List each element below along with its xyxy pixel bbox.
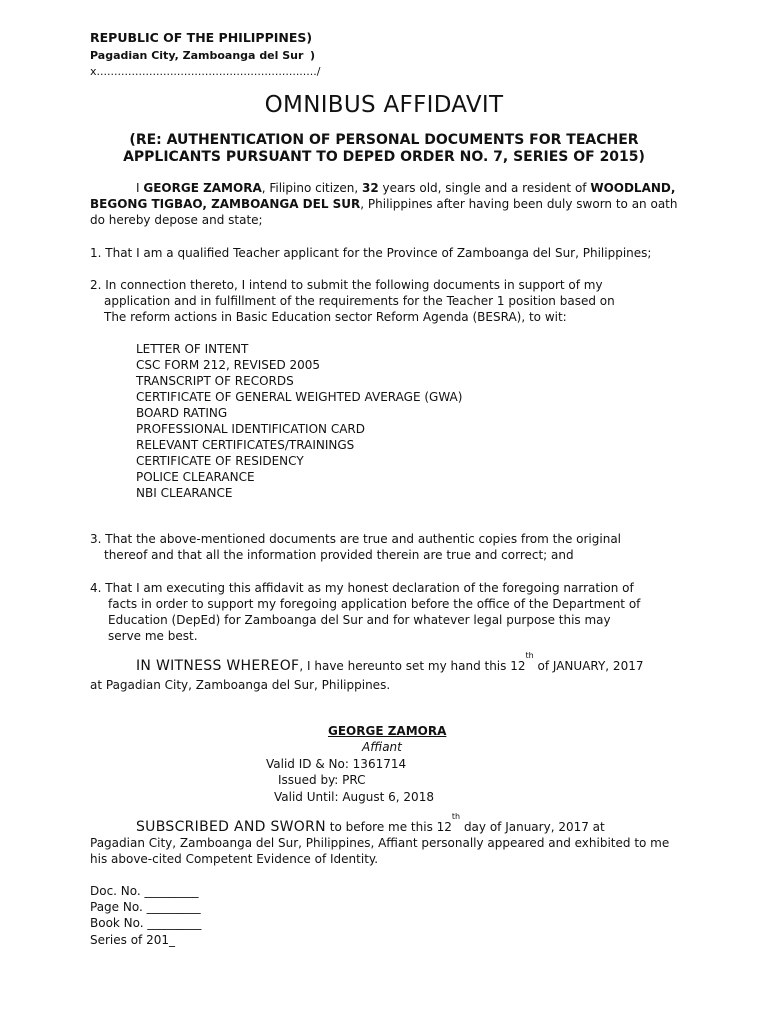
statement-2-line2: application and in fulfillment of the requirements for the Teacher 1 position based on	[104, 294, 615, 308]
notarial-doc-no: Doc. No. _________	[90, 884, 199, 898]
affiant-residence: WOODLAND,	[590, 181, 676, 195]
statement-3-line1: 3. That the above-mentioned documents are true and authentic copies from the original	[90, 532, 621, 546]
id-issuer: Issued by: PRC	[278, 773, 366, 787]
document-item: CERTIFICATE OF RESIDENCY	[136, 454, 304, 468]
statement-4-line2: facts in order to support my foregoing application before the office of the Department of	[108, 597, 641, 611]
intro-text: I	[136, 181, 144, 195]
statement-2-line3: The reform actions in Basic Education sector Reform Agenda (BESRA), to wit:	[104, 310, 567, 324]
statement-4-line1: 4. That I am executing this affidavit as my honest declaration of the foregoing narration of	[90, 581, 634, 595]
document-item: CERTIFICATE OF GENERAL WEIGHTED AVERAGE (GWA)	[136, 390, 463, 404]
affiant-name-inline: GEORGE ZAMORA	[143, 181, 262, 195]
witness-heading: IN WITNESS WHEREOF	[136, 658, 300, 674]
intro-text: , Philippines after having been duly sworn to an oath	[360, 197, 678, 211]
witness-line1	[136, 651, 644, 674]
witness-text: , I have hereunto set my hand this 12	[299, 659, 526, 673]
affiant-residence: BEGONG TIGBAO, ZAMBOANGA DEL SUR	[90, 197, 361, 211]
document-title: OMNIBUS AFFIDAVIT	[264, 92, 504, 118]
witness-ordinal: th	[525, 651, 534, 660]
document-item: PROFESSIONAL IDENTIFICATION CARD	[136, 422, 365, 436]
witness-text: of JANUARY, 2017	[533, 659, 644, 673]
document-item: TRANSCRIPT OF RECORDS	[136, 374, 294, 388]
intro-text: years old, single and a resident of	[378, 181, 591, 195]
notarial-page-no: Page No. _________	[90, 900, 201, 914]
sworn-text: to before me this 12	[325, 820, 452, 834]
sworn-ordinal: th	[451, 812, 461, 821]
sworn-heading: SUBSCRIBED AND SWORN	[136, 819, 326, 835]
statement-4-line3: Education (DepEd) for Zamboanga del Sur and for whatever legal purpose this may	[108, 613, 611, 627]
valid-id: Valid ID & No: 1361714	[266, 757, 407, 771]
affiant-age: 32	[362, 181, 379, 195]
document-item: CSC FORM 212, REVISED 2005	[136, 358, 321, 372]
document-subtitle-line1: (RE: AUTHENTICATION OF PERSONAL DOCUMENTS FOR TEACHER	[129, 132, 639, 148]
statement-3-line2: thereof and that all the information provided therein are true and correct; and	[104, 548, 574, 562]
statement-4-line4: serve me best.	[108, 629, 198, 643]
affiant-role: Affiant	[362, 740, 402, 754]
document-subtitle-line2: APPLICANTS PURSUANT TO DEPED ORDER NO. 7, SERIES OF 2015)	[123, 149, 645, 165]
sworn-text: day of January, 2017 at	[460, 820, 605, 834]
header-city	[90, 48, 316, 64]
sworn-line2: Pagadian City, Zamboanga del Sur, Philippines, Affiant personally appeared and exhibited to me	[90, 836, 670, 850]
id-valid-until: Valid Until: August 6, 2018	[274, 790, 434, 804]
document-item: NBI CLEARANCE	[136, 486, 233, 500]
intro-line3: do hereby depose and state;	[90, 213, 263, 227]
document-item: RELEVANT CERTIFICATES/TRAININGS	[136, 438, 355, 452]
header-caption-line: x.............................................................../	[90, 65, 321, 78]
notarial-book-no: Book No. _________	[90, 916, 202, 930]
statement-2-line1: 2. In connection thereto, I intend to submit the following documents in support of my	[90, 278, 603, 292]
sworn-line1	[136, 812, 605, 835]
document-item: LETTER OF INTENT	[136, 342, 249, 356]
document-item: BOARD RATING	[136, 406, 228, 420]
intro-line1	[136, 180, 675, 196]
sworn-line3: his above-cited Competent Evidence of Identity.	[90, 852, 379, 866]
statement-1: 1. That I am a qualified Teacher applicant for the Province of Zamboanga del Sur, Philippines;	[90, 246, 652, 260]
witness-line2: at Pagadian City, Zamboanga del Sur, Philippines.	[90, 678, 391, 692]
header-republic: REPUBLIC OF THE PHILIPPINES)	[90, 30, 313, 45]
header-city-text: Pagadian City, Zamboanga del Sur	[90, 49, 304, 62]
intro-text: , Filipino citizen,	[261, 181, 362, 195]
header-city-paren: )	[310, 49, 316, 62]
intro-line2	[90, 196, 677, 212]
affiant-signature-name: GEORGE ZAMORA	[328, 724, 447, 738]
document-item: POLICE CLEARANCE	[136, 470, 255, 484]
notarial-series: Series of 201_	[90, 933, 176, 947]
